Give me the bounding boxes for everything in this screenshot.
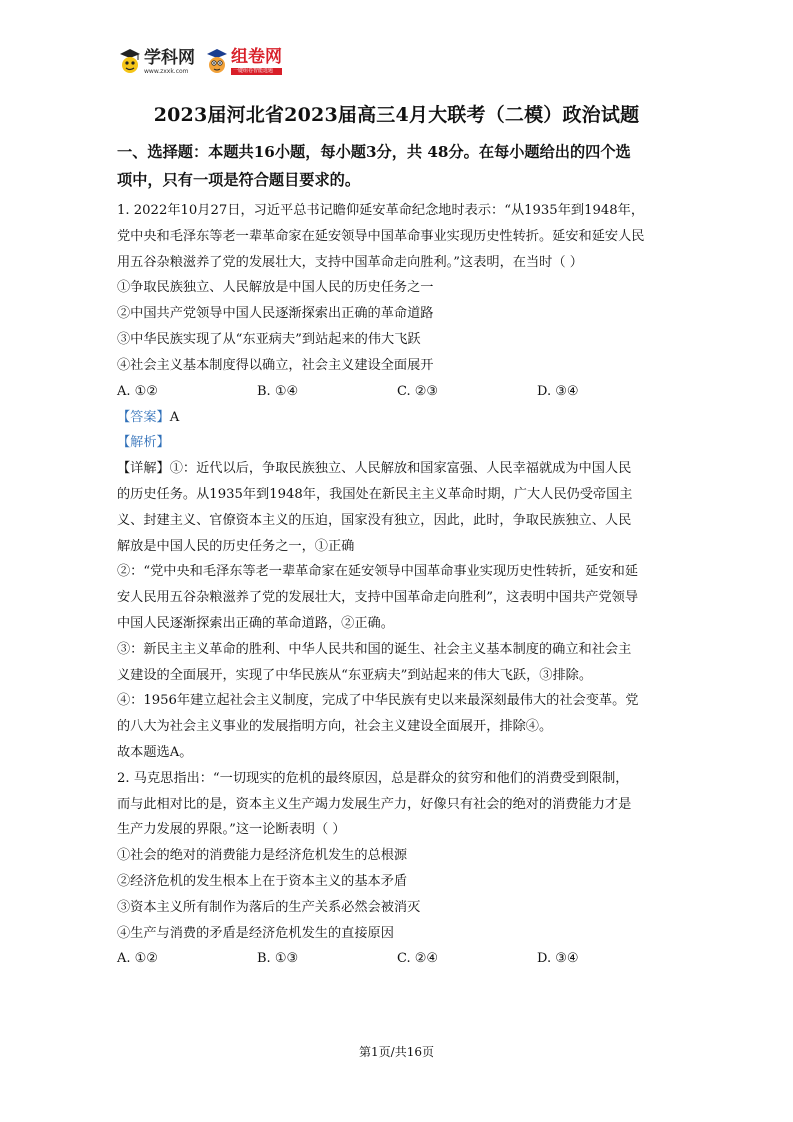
option-a[interactable]: A. ①② bbox=[117, 951, 158, 967]
zujuan-logo-name: 组卷网 bbox=[231, 47, 282, 67]
question-2 bbox=[117, 766, 677, 973]
section-header-line: 项中，只有一项是符合题目要求的。 bbox=[117, 171, 360, 189]
statement-item: ①争取民族独立、人民解放是中国人民的历史任务之一 bbox=[117, 280, 434, 296]
detail-tag: 【详解】 bbox=[117, 461, 170, 477]
xueke-logo-url: www.zxxk.com bbox=[144, 67, 189, 75]
option-d[interactable]: D. ③④ bbox=[537, 951, 579, 967]
explanation-line: 的八大为社会主义事业的发展指明方向，社会主义建设全面展开，排除④。 bbox=[117, 719, 553, 735]
explanation-line: 的历史任务。从1935年到1948年，我国处在新民主主义革命时期，广大人民仍受帝国主 bbox=[117, 486, 633, 502]
section-header-line: 一、选择题：本题共16小题，每小题3分，共 48分。在每小题给出的四个选 bbox=[117, 143, 631, 161]
explanation-line: ④：1956年建立起社会主义制度，完成了中华民族有史以来最深刻最伟大的社会变革。党 bbox=[117, 693, 639, 709]
page-number: 第1页/共16页 bbox=[359, 1045, 434, 1059]
option-b[interactable]: B. ①④ bbox=[257, 383, 299, 399]
questions-body bbox=[117, 198, 677, 972]
statement-item: ①社会的绝对的消费能力是经济危机发生的总根源 bbox=[117, 848, 408, 864]
answer-line bbox=[117, 405, 677, 431]
question-1 bbox=[117, 198, 677, 766]
answer-options bbox=[117, 379, 677, 405]
question-stem-line: 2. 马克思指出：“一切现实的危机的最终原因，总是群众的贫穷和他们的消费受到限制， bbox=[117, 770, 629, 786]
question-stem-line: 1. 2022年10月27日，习近平总书记瞻仰延安革命纪念地时表示：“从1935年到1948年， bbox=[117, 203, 645, 218]
explanation-line: 义建设的全面展开，实现了中华民族从“东亚病夫”到站起来的伟大飞跃，③排除。 bbox=[117, 667, 593, 683]
option-c[interactable]: C. ②④ bbox=[397, 951, 439, 967]
statement-item: ②经济危机的发生根本上在于资本主义的基本矛盾 bbox=[117, 873, 408, 889]
explanation-line: 解放是中国人民的历史任务之一，①正确 bbox=[117, 538, 355, 554]
question-stem-line: 党中央和毛泽东等老一辈革命家在延安领导中国革命事业实现历史性转折。延安和延安人民 bbox=[117, 228, 645, 244]
mascot-icon bbox=[205, 48, 229, 76]
explanation-line: 安人民用五谷杂粮滋养了党的发展壮大，支持中国革命走向胜利”，这表明中国共产党领导 bbox=[117, 590, 639, 606]
analysis-line bbox=[117, 430, 677, 456]
zujuan-logo[interactable] bbox=[205, 48, 282, 76]
statement-item: ④生产与消费的矛盾是经济危机发生的直接原因 bbox=[117, 925, 394, 941]
explanation-line: 中国人民逐渐探索出正确的革命道路，②正确。 bbox=[117, 615, 394, 631]
option-a[interactable]: A. ①② bbox=[117, 383, 158, 399]
explanation-line: ②：“党中央和毛泽东等老一辈革命家在延安领导中国革命事业实现历史性转折，延安和延 bbox=[117, 564, 639, 580]
analysis-tag: 【解析】 bbox=[117, 435, 170, 451]
answer-options bbox=[117, 946, 677, 972]
explanation-line bbox=[117, 456, 677, 482]
statement-item: ④社会主义基本制度得以确立，社会主义建设全面展开 bbox=[117, 357, 434, 373]
question-stem-line: 生产力发展的界限。”这一论断表明（ ） bbox=[117, 822, 346, 838]
section-header bbox=[117, 138, 677, 194]
statement-item: ③资本主义所有制作为落后的生产关系必然会被消灭 bbox=[117, 899, 421, 915]
question-stem-line: 用五谷杂粮滋养了党的发展壮大，支持中国革命走向胜利。”这表明，在当时（ ） bbox=[117, 254, 583, 270]
statement-item: ③中华民族实现了从“东亚病夫”到站起来的伟大飞跃 bbox=[117, 331, 421, 347]
answer-value: A bbox=[169, 409, 180, 425]
option-d[interactable]: D. ③④ bbox=[537, 383, 579, 399]
question-stem-line: 而与此相对比的是，资本主义生产竭力发展生产力，好像只有社会的绝对的消费能力才是 bbox=[117, 796, 632, 812]
statement-item: ②中国共产党领导中国人民逐渐探索出正确的革命道路 bbox=[117, 306, 434, 322]
option-c[interactable]: C. ②③ bbox=[397, 383, 439, 399]
mascot-icon bbox=[118, 48, 142, 76]
zujuan-logo-slogan: 一键组卷智能选题 bbox=[231, 68, 282, 75]
explanation-line: 故本题选A。 bbox=[117, 744, 193, 760]
explanation-line: 义、封建主义、官僚资本主义的压迫，国家没有独立，因此，此时，争取民族独立、人民 bbox=[117, 512, 632, 528]
xueke-logo-name: 学科网 bbox=[144, 47, 195, 68]
option-b[interactable]: B. ①③ bbox=[257, 951, 299, 967]
explanation-line: ③：新民主主义革命的胜利、中华人民共和国的诞生、社会主义基本制度的确立和社会主 bbox=[117, 641, 632, 657]
header-logos bbox=[118, 44, 282, 80]
document-title: 2023届河北省2023届高三4月大联考（二模）政治试题 bbox=[153, 104, 640, 126]
answer-tag: 【答案】 bbox=[117, 409, 170, 425]
xueke-logo[interactable] bbox=[118, 48, 195, 76]
explanation-text: ①：近代以后，争取民族独立、人民解放和国家富强、人民幸福就成为中国人民 bbox=[169, 461, 632, 477]
